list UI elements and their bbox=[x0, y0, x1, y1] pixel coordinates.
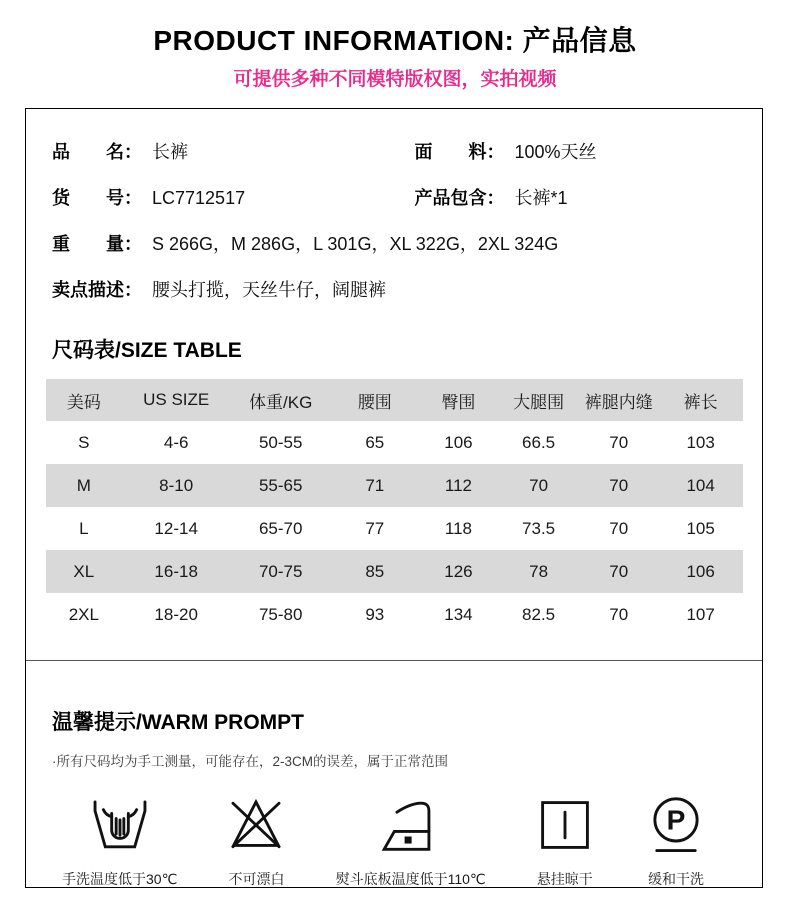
size-table-cell: 106 bbox=[686, 561, 715, 581]
size-table-row bbox=[46, 593, 743, 636]
selling-point-field bbox=[52, 275, 736, 305]
selling-point-value: 腰头打揽，天丝牛仔，阔腿裤 bbox=[152, 280, 386, 300]
weight-field bbox=[52, 229, 736, 259]
product-info-section bbox=[26, 109, 762, 305]
care-label: 不可漂白 bbox=[228, 871, 285, 887]
size-table-cell: 50-55 bbox=[258, 432, 303, 452]
size-table-cell: 107 bbox=[686, 604, 715, 624]
size-table-cell: 77 bbox=[365, 518, 385, 538]
item-number-label: 货 号： bbox=[52, 188, 142, 208]
size-table-header-cell: US SIZE bbox=[143, 390, 210, 409]
size-table bbox=[46, 379, 743, 636]
size-table-cell: 70 bbox=[609, 475, 629, 495]
hang-dry-icon bbox=[533, 793, 597, 857]
size-table-header-cell: 裤腿内缝 bbox=[584, 392, 653, 412]
care-item-hand-wash bbox=[62, 793, 177, 889]
fabric-value: 100%天丝 bbox=[514, 142, 597, 162]
size-table-row bbox=[46, 507, 743, 550]
care-label: 缓和干洗 bbox=[647, 871, 704, 887]
info-row bbox=[52, 137, 736, 167]
care-instructions-row bbox=[52, 793, 736, 889]
package-contents-field bbox=[415, 183, 736, 213]
size-table-cell: 126 bbox=[444, 561, 473, 581]
size-table-header-cell: 美码 bbox=[66, 392, 101, 412]
size-table-cell: XL bbox=[73, 561, 95, 581]
care-item-gentle-dry-clean bbox=[644, 793, 708, 889]
size-table-cell: 18-20 bbox=[154, 604, 198, 624]
size-table-cell: 55-65 bbox=[258, 475, 303, 495]
size-table-cell: 105 bbox=[686, 518, 715, 538]
size-table-title: 尺码表/SIZE TABLE bbox=[52, 339, 242, 362]
size-table-row bbox=[46, 421, 743, 464]
size-table-cell: 82.5 bbox=[522, 604, 556, 624]
product-name-value: 长裤 bbox=[152, 142, 188, 162]
fabric-field bbox=[415, 137, 736, 167]
fabric-label: 面 料： bbox=[414, 142, 505, 162]
page-title: PRODUCT INFORMATION: 产品信息 bbox=[153, 25, 637, 56]
care-label: 手洗温度低于30℃ bbox=[62, 871, 178, 887]
size-table-cell: 4-6 bbox=[163, 432, 189, 452]
size-table-cell: S bbox=[78, 432, 90, 452]
size-table-cell: 103 bbox=[686, 432, 715, 452]
package-contents-value: 长裤*1 bbox=[514, 188, 568, 208]
care-label: 悬挂晾干 bbox=[536, 871, 593, 887]
care-label: 熨斗底板温度低于110℃ bbox=[335, 871, 486, 887]
size-table-cell: 71 bbox=[365, 475, 385, 495]
size-table-header-cell: 大腿围 bbox=[513, 392, 565, 412]
size-table-cell: 12-14 bbox=[154, 518, 198, 538]
measurement-note: ·所有尺码均为手工测量，可能存在，2-3CM的误差，属于正常范围 bbox=[52, 754, 449, 769]
svg-text:P: P bbox=[666, 804, 686, 836]
size-table-cell: 70 bbox=[529, 475, 549, 495]
size-table-cell: 70 bbox=[609, 604, 629, 624]
weight-value: S 266G，M 286G，L 301G，XL 322G，2XL 324G bbox=[152, 234, 559, 254]
section-divider bbox=[26, 660, 762, 661]
info-row bbox=[52, 229, 736, 259]
size-table-header-cell: 体重/KG bbox=[249, 392, 313, 412]
product-detail-box bbox=[25, 108, 763, 888]
size-table-row bbox=[46, 464, 743, 507]
weight-label: 重 量： bbox=[52, 234, 142, 254]
hand-wash-icon bbox=[88, 793, 152, 857]
size-table-cell: 73.5 bbox=[522, 518, 556, 538]
warm-prompt-section bbox=[26, 709, 762, 889]
size-table-cell: 104 bbox=[686, 475, 715, 495]
size-table-header-row bbox=[46, 379, 743, 421]
gentle-dry-clean-icon bbox=[644, 793, 708, 857]
package-contents-label: 产品包含： bbox=[414, 188, 505, 208]
care-item-iron-low bbox=[336, 793, 486, 889]
size-table-cell: 78 bbox=[529, 561, 549, 581]
info-row bbox=[52, 275, 736, 305]
care-item-hang-dry bbox=[533, 793, 597, 889]
size-table-cell: 134 bbox=[444, 604, 473, 624]
selling-point-label: 卖点描述： bbox=[52, 280, 142, 300]
size-table-header-cell: 腰围 bbox=[357, 392, 392, 412]
size-table-cell: 66.5 bbox=[522, 432, 556, 452]
size-table-header-cell: 裤长 bbox=[683, 392, 718, 412]
size-table-cell: 70 bbox=[609, 561, 629, 581]
no-bleach-icon bbox=[224, 793, 288, 857]
care-item-no-bleach bbox=[224, 793, 288, 889]
product-name-field bbox=[52, 137, 415, 167]
size-table-cell: L bbox=[79, 518, 89, 538]
size-table-cell: 70-75 bbox=[258, 561, 303, 581]
item-number-field bbox=[52, 183, 415, 213]
page-subtitle: 可提供多种不同模特版权图，实拍视频 bbox=[233, 69, 557, 90]
iron-low-temp-icon bbox=[379, 793, 443, 857]
size-table-cell: 75-80 bbox=[258, 604, 303, 624]
size-table-cell: M bbox=[76, 475, 91, 495]
product-name-label: 品 名： bbox=[52, 142, 142, 162]
size-table-cell: 93 bbox=[365, 604, 385, 624]
size-table-cell: 65-70 bbox=[258, 518, 303, 538]
size-table-cell: 85 bbox=[365, 561, 385, 581]
size-table-cell: 112 bbox=[444, 475, 472, 495]
size-table-cell: 106 bbox=[444, 432, 473, 452]
size-table-cell: 8-10 bbox=[159, 475, 194, 495]
size-table-row bbox=[46, 550, 743, 593]
size-table-cell: 70 bbox=[609, 432, 629, 452]
size-table-cell: 118 bbox=[444, 518, 472, 538]
size-table-header-cell: 臀围 bbox=[441, 392, 476, 412]
size-table-cell: 70 bbox=[609, 518, 629, 538]
size-table-cell: 16-18 bbox=[154, 561, 198, 581]
size-table-cell: 2XL bbox=[68, 604, 99, 624]
item-number-value: LC7712517 bbox=[152, 188, 246, 208]
header bbox=[0, 0, 790, 93]
size-table-cell: 65 bbox=[365, 432, 385, 452]
info-row bbox=[52, 183, 736, 213]
warm-prompt-title: 温馨提示/WARM PROMPT bbox=[52, 711, 304, 734]
